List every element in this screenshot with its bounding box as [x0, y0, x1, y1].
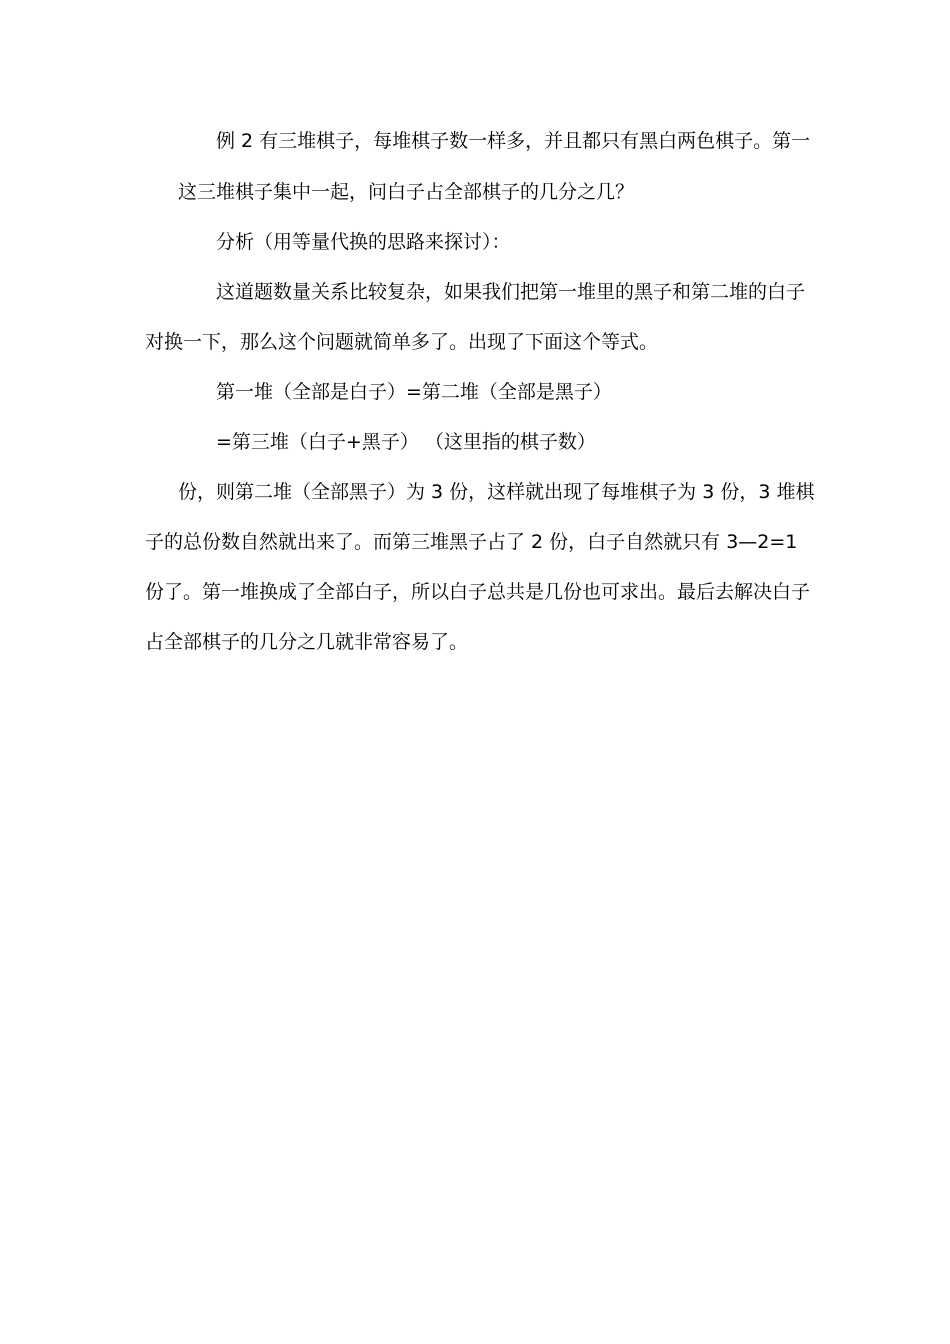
paragraph-line: 子的总份数自然就出来了。而第三堆黑子占了 2 份，白子自然就只有 3—2=1 [145, 531, 798, 553]
paragraph-line: 例 2 有三堆棋子，每堆棋子数一样多，并且都只有黑白两色棋子。第一 [216, 130, 811, 152]
paragraph-line: 份了。第一堆换成了全部白子，所以白子总共是几份也可求出。最后去解决白子 [145, 581, 811, 603]
paragraph-line: 这道题数量关系比较复杂，如果我们把第一堆里的黑子和第二堆的白子 [216, 281, 806, 303]
equation-line: =第三堆（白子+黑子） （这里指的棋子数） [216, 431, 596, 453]
paragraph-line: 份，则第二堆（全部黑子）为 3 份，这样就出现了每堆棋子为 3 份，3 堆棋 [178, 481, 815, 503]
paragraph-line: 这三堆棋子集中一起，问白子占全部棋子的几分之几？ [178, 181, 635, 203]
paragraph-line: 对换一下，那么这个问题就简单多了。出现了下面这个等式。 [145, 331, 659, 353]
paragraph-line: 占全部棋子的几分之几就非常容易了。 [145, 631, 469, 653]
paragraph-line: 分析（用等量代换的思路来探讨）： [216, 231, 511, 253]
equation-line: 第一堆（全部是白子）=第二堆（全部是黑子） [216, 381, 612, 403]
